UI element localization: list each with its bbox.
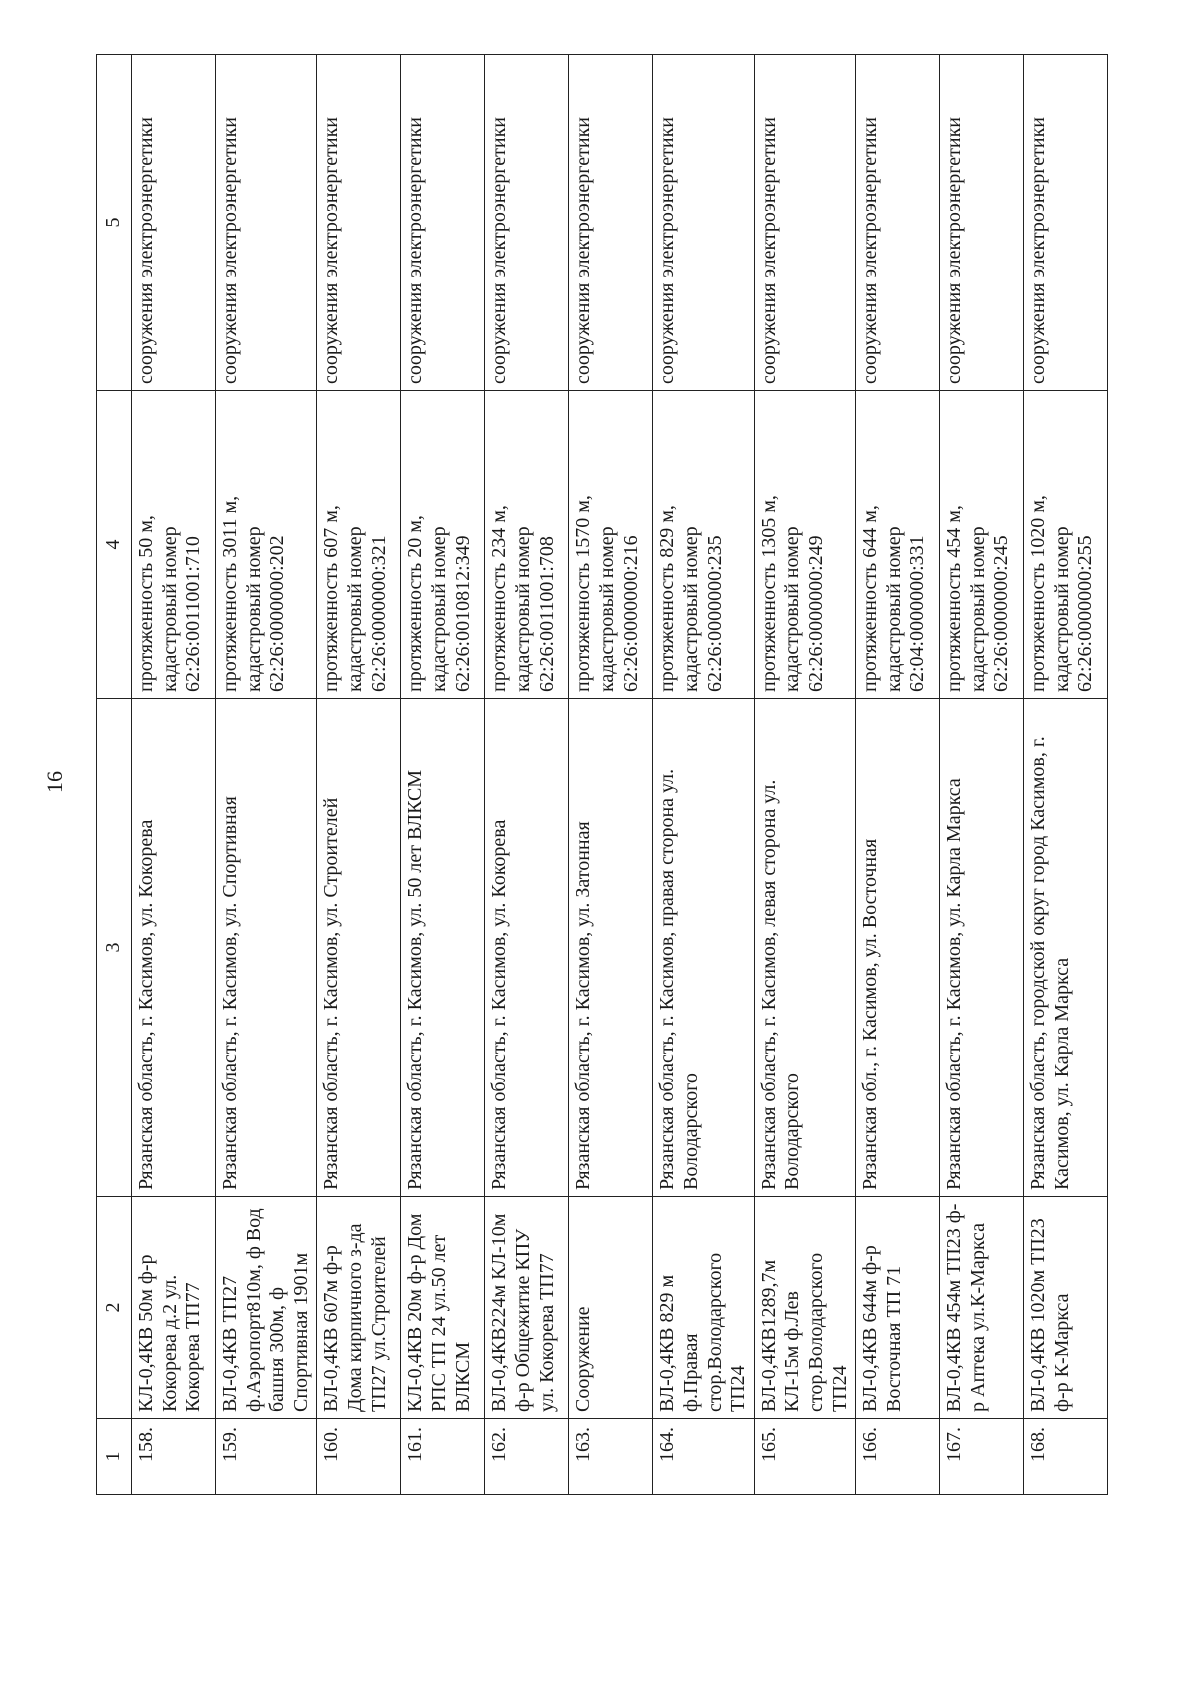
cadastral-number: 62:26:0000000:235	[703, 535, 726, 692]
object-type: сооружения электроэнергетики	[754, 55, 855, 391]
object-type: сооружения электроэнергетики	[317, 55, 401, 391]
length-text: протяженность 50 м,	[135, 515, 157, 692]
cadastral-number: 62:26:0000000:202	[266, 535, 289, 692]
cadastral-number: 62:26:0000000:249	[804, 535, 827, 692]
row-number: 167.	[940, 1419, 1024, 1495]
length-text: протяженность 829 м,	[656, 505, 679, 692]
object-address: Рязанская область, г. Касимов, ул. Карла Маркса	[940, 699, 1024, 1197]
table-row	[856, 55, 940, 1495]
table-row	[754, 55, 855, 1495]
row-number: 166.	[856, 1419, 940, 1495]
registry-table	[96, 54, 1108, 1495]
object-length-cadastral	[132, 391, 216, 699]
table-row	[132, 55, 216, 1495]
object-name: КЛ-0,4КВ 50м ф-р Кокорева д.2 ул. Кокорева ТП77	[132, 1197, 216, 1419]
table-body	[132, 55, 1108, 1495]
cadastral-label: кадастровый номер	[343, 526, 366, 692]
object-name: ВЛ-0,4КВ 829 м ф.Правая стор.Володарского ТП24	[653, 1197, 754, 1419]
table-row	[317, 55, 401, 1495]
object-length-cadastral	[216, 391, 317, 699]
object-type: сооружения электроэнергетики	[132, 55, 216, 391]
cadastral-label: кадастровый номер	[781, 526, 804, 692]
cadastral-label: кадастровый номер	[1050, 526, 1073, 692]
col-header-3: 3	[97, 699, 132, 1197]
table-header-row	[97, 55, 132, 1495]
object-type: сооружения электроэнергетики	[940, 55, 1024, 391]
col-header-2: 2	[97, 1197, 132, 1419]
row-number: 165.	[754, 1419, 855, 1495]
length-text: протяженность 454 м,	[943, 505, 966, 692]
cadastral-label: кадастровый номер	[511, 526, 534, 692]
col-header-5: 5	[97, 55, 132, 391]
object-type: сооружения электроэнергетики	[856, 55, 940, 391]
table-row	[401, 55, 485, 1495]
cadastral-label: кадастровый номер	[427, 526, 450, 692]
row-number: 162.	[485, 1419, 569, 1495]
table-row	[1024, 55, 1108, 1495]
object-length-cadastral	[856, 391, 940, 699]
object-length-cadastral	[485, 391, 569, 699]
object-address: Рязанская область, г. Касимов, ул. 50 лет ВЛКСМ	[401, 699, 485, 1197]
cadastral-number: 62:26:0000000:321	[367, 535, 390, 692]
cadastral-number: 62:04:0000000:331	[906, 535, 929, 692]
table-row	[940, 55, 1024, 1495]
cadastral-label: кадастровый номер	[882, 526, 905, 692]
object-type: сооружения электроэнергетики	[401, 55, 485, 391]
col-header-1: 1	[97, 1419, 132, 1495]
object-address: Рязанская область, городской округ город Касимов, г. Касимов, ул. Карла Маркса	[1024, 699, 1108, 1197]
object-length-cadastral	[401, 391, 485, 699]
row-number: 168.	[1024, 1419, 1108, 1495]
object-type: сооружения электроэнергетики	[653, 55, 754, 391]
object-name: ВЛ-0,4КВ1289,7м КЛ-15м ф.Лев стор.Володарского ТП24	[754, 1197, 855, 1419]
object-type: сооружения электроэнергетики	[216, 55, 317, 391]
table-row	[216, 55, 317, 1495]
object-type: сооружения электроэнергетики	[1024, 55, 1108, 391]
object-name: ВЛ-0,4КВ224м КЛ-10м ф-р Общежитие КПУ ул. Кокорева ТП77	[485, 1197, 569, 1419]
registry-table-rotated	[96, 55, 1097, 1495]
length-text: протяженность 3011 м,	[219, 495, 241, 692]
row-number: 159.	[216, 1419, 317, 1495]
table-row	[569, 55, 653, 1495]
col-header-4: 4	[97, 391, 132, 699]
length-text: протяженность 234 м,	[488, 505, 511, 692]
object-length-cadastral	[653, 391, 754, 699]
object-address: Рязанская область, г. Касимов, ул. Затонная	[569, 699, 653, 1197]
object-name: КЛ-0,4КВ 20м ф-р Дом РПС ТП 24 ул.50 лет ВЛКСМ	[401, 1197, 485, 1419]
object-name: ВЛ-0,4КВ ТП27 ф.Аэропорт810м, ф Вод башня 300м, ф Спортивная 1901м	[216, 1197, 317, 1419]
length-text: протяженность 607 м,	[320, 505, 343, 692]
object-address: Рязанская область, г. Касимов, ул. Спортивная	[216, 699, 317, 1197]
length-text: протяженность 1020 м,	[1027, 495, 1050, 692]
cadastral-label: кадастровый номер	[595, 526, 618, 692]
object-type: сооружения электроэнергетики	[569, 55, 653, 391]
registry-table-container	[96, 55, 1097, 1495]
object-address: Рязанская область, г. Касимов, ул. Кокорева	[132, 699, 216, 1197]
object-length-cadastral	[317, 391, 401, 699]
object-type: сооружения электроэнергетики	[485, 55, 569, 391]
page-number: 16	[42, 771, 67, 793]
cadastral-label: кадастровый номер	[966, 526, 989, 692]
length-text: протяженность 1570 м,	[572, 495, 595, 692]
cadastral-number: 62:26:0000000:245	[990, 535, 1013, 692]
cadastral-number: 62:26:0000000:216	[619, 535, 642, 692]
cadastral-number: 62:26:0011001:710	[182, 536, 205, 692]
object-name: Сооружение	[569, 1197, 653, 1419]
object-name: ВЛ-0,4КВ 454м ТП23 ф-р Аптека ул.К-Маркса	[940, 1197, 1024, 1419]
row-number: 160.	[317, 1419, 401, 1495]
object-address: Рязанская область, г. Касимов, правая сторона ул. Володарского	[653, 699, 754, 1197]
length-text: протяженность 644 м,	[859, 505, 882, 692]
object-name: ВЛ-0,4КВ 1020м ТП23 ф-р К-Маркса	[1024, 1197, 1108, 1419]
row-number: 158.	[132, 1419, 216, 1495]
row-number: 161.	[401, 1419, 485, 1495]
length-text: протяженность 1305 м,	[757, 495, 780, 692]
cadastral-number: 62:26:0011001:708	[535, 536, 558, 692]
object-address: Рязанская область, г. Касимов, ул. Строителей	[317, 699, 401, 1197]
object-length-cadastral	[754, 391, 855, 699]
row-number: 163.	[569, 1419, 653, 1495]
table-row	[485, 55, 569, 1495]
object-address: Рязанская область, г. Касимов, левая сторона ул. Володарского	[754, 699, 855, 1197]
row-number: 164.	[653, 1419, 754, 1495]
object-address: Рязанская обл., г. Касимов, ул. Восточная	[856, 699, 940, 1197]
length-text: протяженность 20 м,	[404, 515, 427, 692]
cadastral-label: кадастровый номер	[158, 526, 181, 692]
table-row	[653, 55, 754, 1495]
cadastral-number: 62:26:0010812:349	[451, 535, 474, 692]
object-name: ВЛ-0,4КВ 644м ф-р Восточная ТП 71	[856, 1197, 940, 1419]
object-length-cadastral	[569, 391, 653, 699]
object-length-cadastral	[1024, 391, 1108, 699]
cadastral-label: кадастровый номер	[679, 526, 702, 692]
cadastral-label: кадастровый номер	[242, 526, 265, 692]
cadastral-number: 62:26:0000000:255	[1074, 535, 1097, 692]
object-length-cadastral	[940, 391, 1024, 699]
object-address: Рязанская область, г. Касимов, ул. Кокорева	[485, 699, 569, 1197]
object-name: ВЛ-0,4КВ 607м ф-р Дома кирпичного з-да ТП27 ул.Строителей	[317, 1197, 401, 1419]
